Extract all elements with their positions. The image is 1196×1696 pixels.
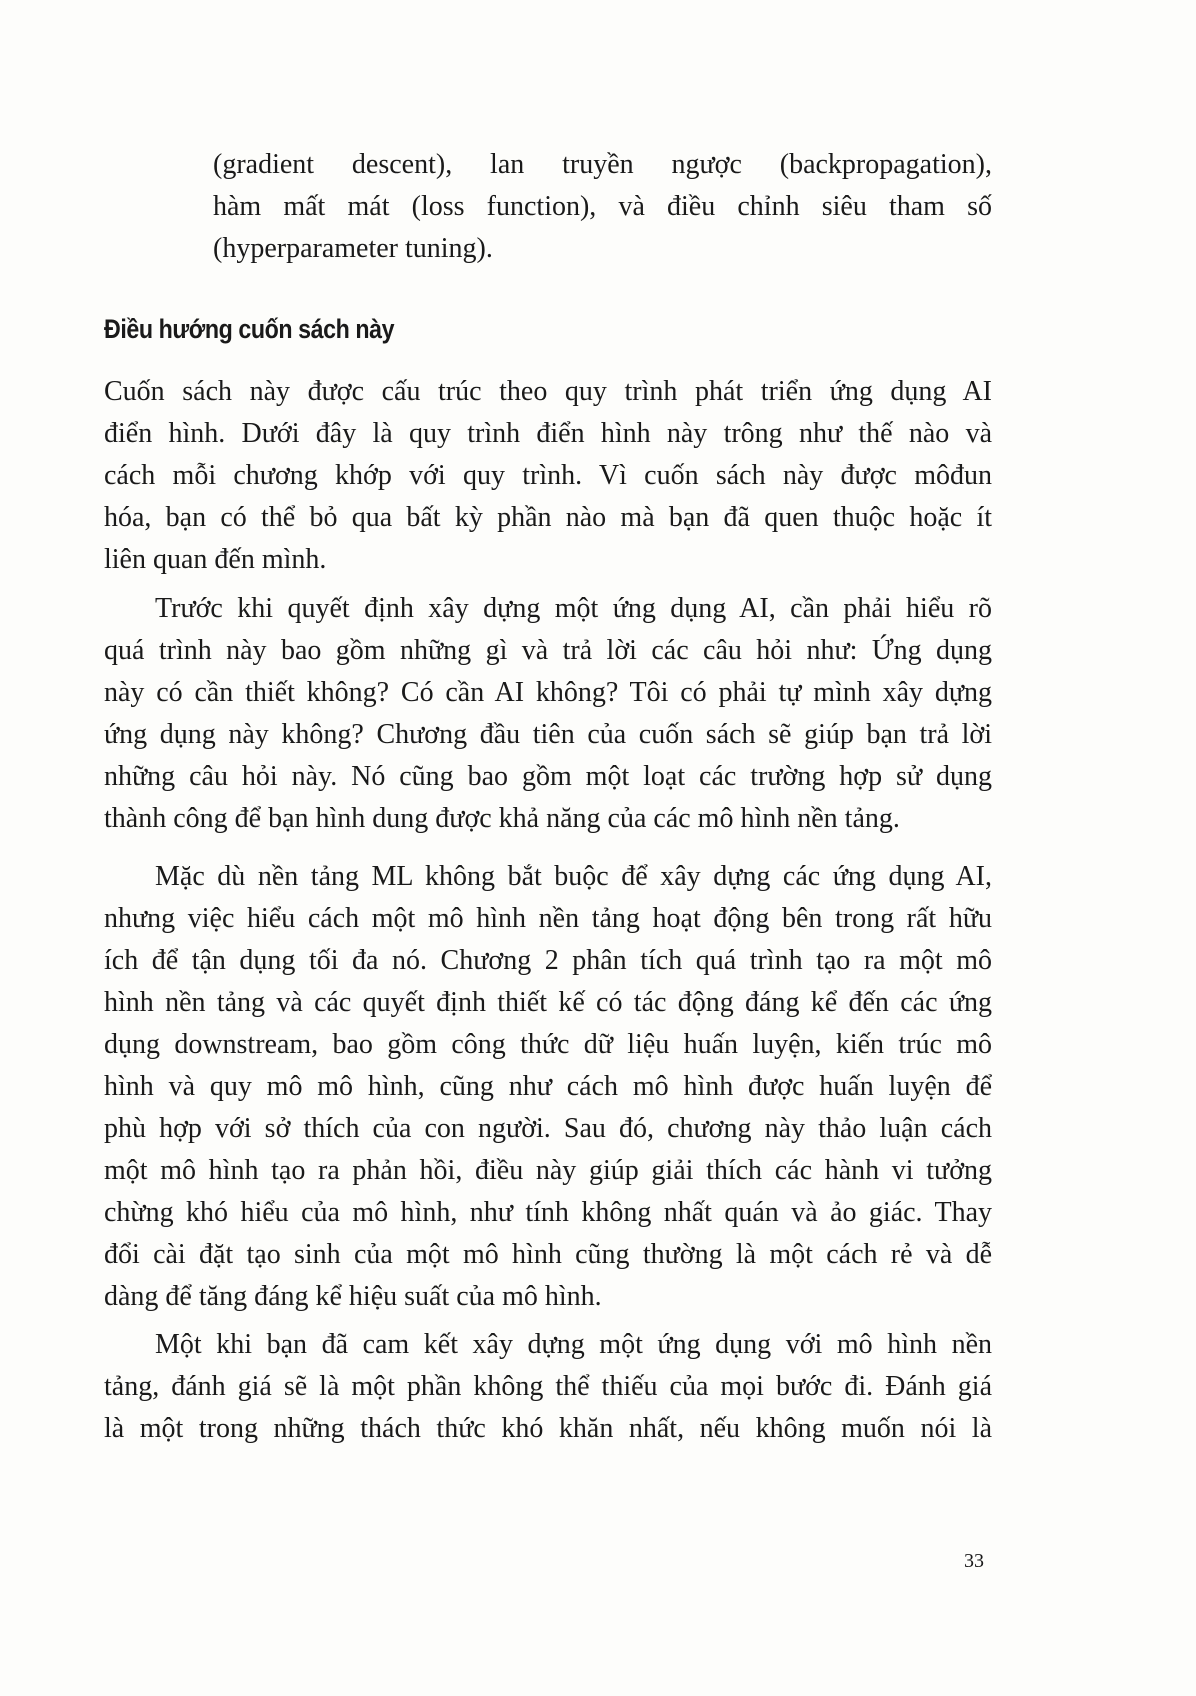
text-line: một mô hình tạo ra phản hồi, điều này giúp giải thích các hành vi tưởng: [104, 1155, 992, 1186]
paragraph: [104, 856, 992, 1318]
paragraph-continuation: [213, 144, 992, 270]
text-line: hàm mất mát (loss function), và điều chỉnh siêu tham số: [213, 191, 992, 222]
text-line: Mặc dù nền tảng ML không bắt buộc để xây dựng các ứng dụng AI,: [155, 861, 992, 892]
text-line: này có cần thiết không? Có cần AI không? Tôi có phải tự mình xây dựng: [104, 677, 992, 708]
paragraph: [104, 588, 992, 840]
text-line: đổi cài đặt tạo sinh của một mô hình cũng thường là một cách rẻ và dễ: [104, 1239, 992, 1270]
text-line: liên quan đến mình.: [104, 544, 327, 575]
text-line: cách mỗi chương khớp với quy trình. Vì cuốn sách này được môđun: [104, 460, 992, 491]
text-line: là một trong những thách thức khó khăn nhất, nếu không muốn nói là: [104, 1413, 992, 1444]
text-line: ứng dụng này không? Chương đầu tiên của cuốn sách sẽ giúp bạn trả lời: [104, 719, 992, 750]
text-line: Cuốn sách này được cấu trúc theo quy trình phát triển ứng dụng AI: [104, 376, 992, 407]
page-number: 33: [964, 1550, 984, 1572]
text-line: điển hình. Dưới đây là quy trình điển hình này trông như thế nào và: [104, 418, 992, 449]
text-line: hình nền tảng và các quyết định thiết kế có tác động đáng kể đến các ứng: [104, 987, 992, 1018]
text-line: dàng để tăng đáng kể hiệu suất của mô hình.: [104, 1281, 602, 1312]
paragraph: [104, 371, 992, 581]
text-line: phù hợp với sở thích của con người. Sau đó, chương này thảo luận cách: [104, 1113, 992, 1144]
text-line: Trước khi quyết định xây dựng một ứng dụng AI, cần phải hiểu rõ: [155, 593, 992, 624]
text-line: ích để tận dụng tối đa nó. Chương 2 phân tích quá trình tạo ra một mô: [104, 945, 992, 976]
text-line: (hyperparameter tuning).: [213, 233, 493, 264]
text-line: nhưng việc hiểu cách một mô hình nền tảng hoạt động bên trong rất hữu: [104, 903, 992, 934]
section-heading: Điều hướng cuốn sách này: [104, 314, 395, 344]
text-line: những câu hỏi này. Nó cũng bao gồm một loạt các trường hợp sử dụng: [104, 761, 992, 792]
text-line: Một khi bạn đã cam kết xây dựng một ứng dụng với mô hình nền: [155, 1329, 992, 1360]
text-line: hóa, bạn có thể bỏ qua bất kỳ phần nào mà bạn đã quen thuộc hoặc ít: [104, 502, 992, 533]
text-line: dụng downstream, bao gồm công thức dữ liệu huấn luyện, kiến trúc mô: [104, 1029, 992, 1060]
text-line: tảng, đánh giá sẽ là một phần không thể thiếu của mọi bước đi. Đánh giá: [104, 1371, 992, 1402]
paragraph: [104, 1324, 992, 1450]
text-line: hình và quy mô mô hình, cũng như cách mô hình được huấn luyện để: [104, 1071, 992, 1102]
text-line: quá trình này bao gồm những gì và trả lời các câu hỏi như: Ứng dụng: [104, 635, 992, 666]
text-line: (gradient descent), lan truyền ngược (backpropagation),: [213, 149, 992, 180]
text-line: thành công để bạn hình dung được khả năng của các mô hình nền tảng.: [104, 803, 900, 834]
text-line: chừng khó hiểu của mô hình, như tính không nhất quán và ảo giác. Thay: [104, 1197, 992, 1228]
